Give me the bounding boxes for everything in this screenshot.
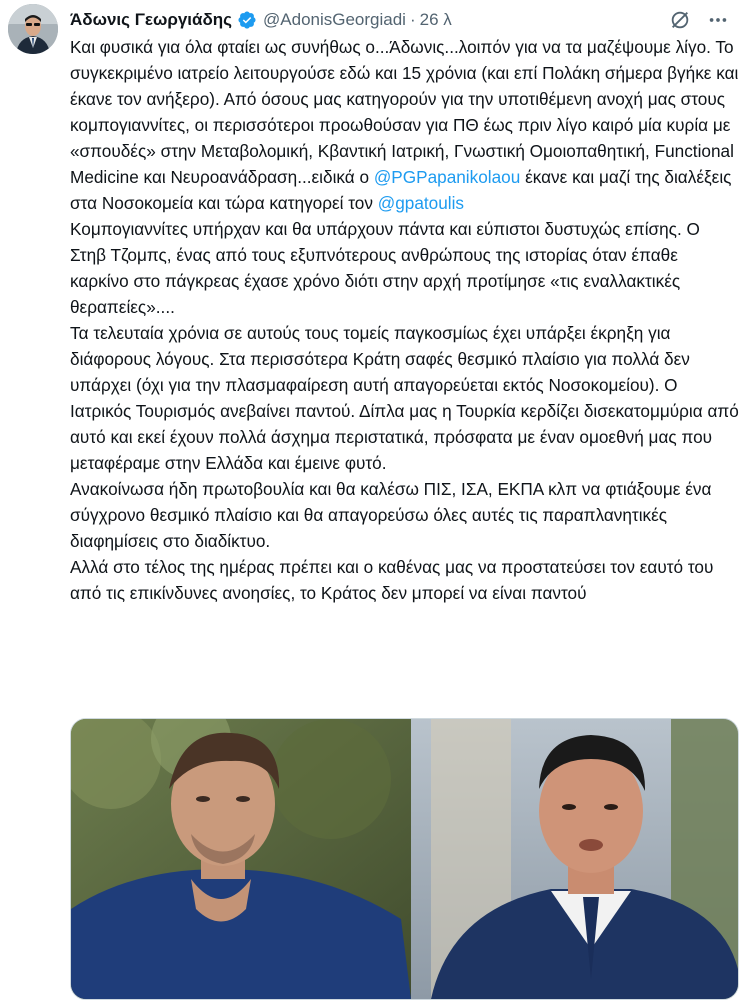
author-handle[interactable]: @AdonisGeorgiadi — [263, 10, 406, 29]
header-actions — [669, 8, 729, 32]
paragraph-3: Τα τελευταία χρόνια σε αυτούς τους τομείς παγκοσμίως έχει υπάρξει έκρηξη για διάφορους λόγους. Στα περισσότερα Κράτη σαφές θεσμικό πλαίσιο για πολλά δεν υπάρχει (όχι για την πλασμαφαίρεση αυτή απαγορεύεται εκτός Νοσοκομείου). Ο Ιατρικός Τουρισμός ανεβαίνει παντού. Δίπλα μας η Τουρκία κερδίζει δισεκατομμύρια από αυτό και εκεί έχουν πολλά άσχημα περιστατικά, πρόσφατα με έναν ομοεθνή μας που μεταφέραμε στην Ελλάδα και έμεινε φυτό. — [70, 323, 739, 473]
paragraph-1 — [70, 34, 740, 216]
tweet-time[interactable]: 26 λ — [419, 10, 452, 29]
verified-badge-icon — [237, 10, 257, 30]
tweet-media-image[interactable] — [70, 718, 739, 1000]
tweet-header — [70, 8, 729, 32]
mention-link-pgpapanikolaou[interactable]: @PGPapanikolaou — [373, 167, 521, 187]
tweet-text — [70, 34, 740, 606]
more-dots-icon[interactable] — [707, 9, 729, 31]
paragraph-2: Κομπογιαννίτες υπήρχαν και θα υπάρχουν πάντα και εύπιστοι δυστυχώς επίσης. Ο Στηβ Τζομπς, ένας από τους εξυπνότερους ανθρώπους της ιστορίας όταν έπαθε καρκίνο στο πάγκρεας έχασε χρόνο διότι στην αρχή προτίμησε «τις εναλλακτικές θεραπείες».... — [70, 219, 700, 317]
paragraph-5: Αλλά στο τέλος της ημέρας πρέπει και ο καθένας μας να προστατεύσει τον εαυτό του από τις επικίνδυνες ανοησίες, το Κράτος δεν μπορεί να είναι παντού — [70, 557, 714, 603]
paragraph-1-text-a: Και φυσικά για όλα φταίει ως συνήθως ο...Άδωνις...λοιπόν για να τα μαζέψουμε λίγο. Το συγκεκριμένο ιατρείο λειτουργούσε εδώ και 15 χρόνια (και επί Πολάκη σήμερα βγήκε και έκανε τον ανήξερο). Από όσους μας κατηγορούν για την υποτιθέμενη ανοχή μας στους κομπογιαννίτες, οι περισσότεροι προωθούσαν για ΠΘ έως πριν λίγο καιρό μία κυρία με «σπουδές» στην Μεταβολομική, Κβαντική Ιατρική, Γνωστική Ομοιοπαθητική, Functional Medicine και Νευροανάδραση...ειδικά ο — [70, 37, 739, 187]
separator-dot: · — [409, 10, 416, 29]
avatar[interactable] — [8, 4, 58, 54]
mention-link-gpatoulis[interactable]: @gpatoulis — [377, 193, 464, 213]
paragraph-4: Ανακοίνωσα ήδη πρωτοβουλία και θα καλέσω ΠΙΣ, ΙΣΑ, ΕΚΠΑ κλπ να φτιάξουμε ένα σύγχρονο θεσμικό πλαίσιο και θα απαγορεύσω όλες αυτές τις παραπλανητικές διαφημίσεις στο διαδίκτυο. — [70, 479, 712, 551]
paragraph-1-text-b: έκανε και μαζί της διαλέξεις στα Νοσοκομεία και τώρα κατηγορεί τον — [70, 167, 732, 213]
grok-icon[interactable] — [669, 9, 691, 31]
author-name[interactable]: Άδωνις Γεωργιάδης — [70, 10, 233, 29]
